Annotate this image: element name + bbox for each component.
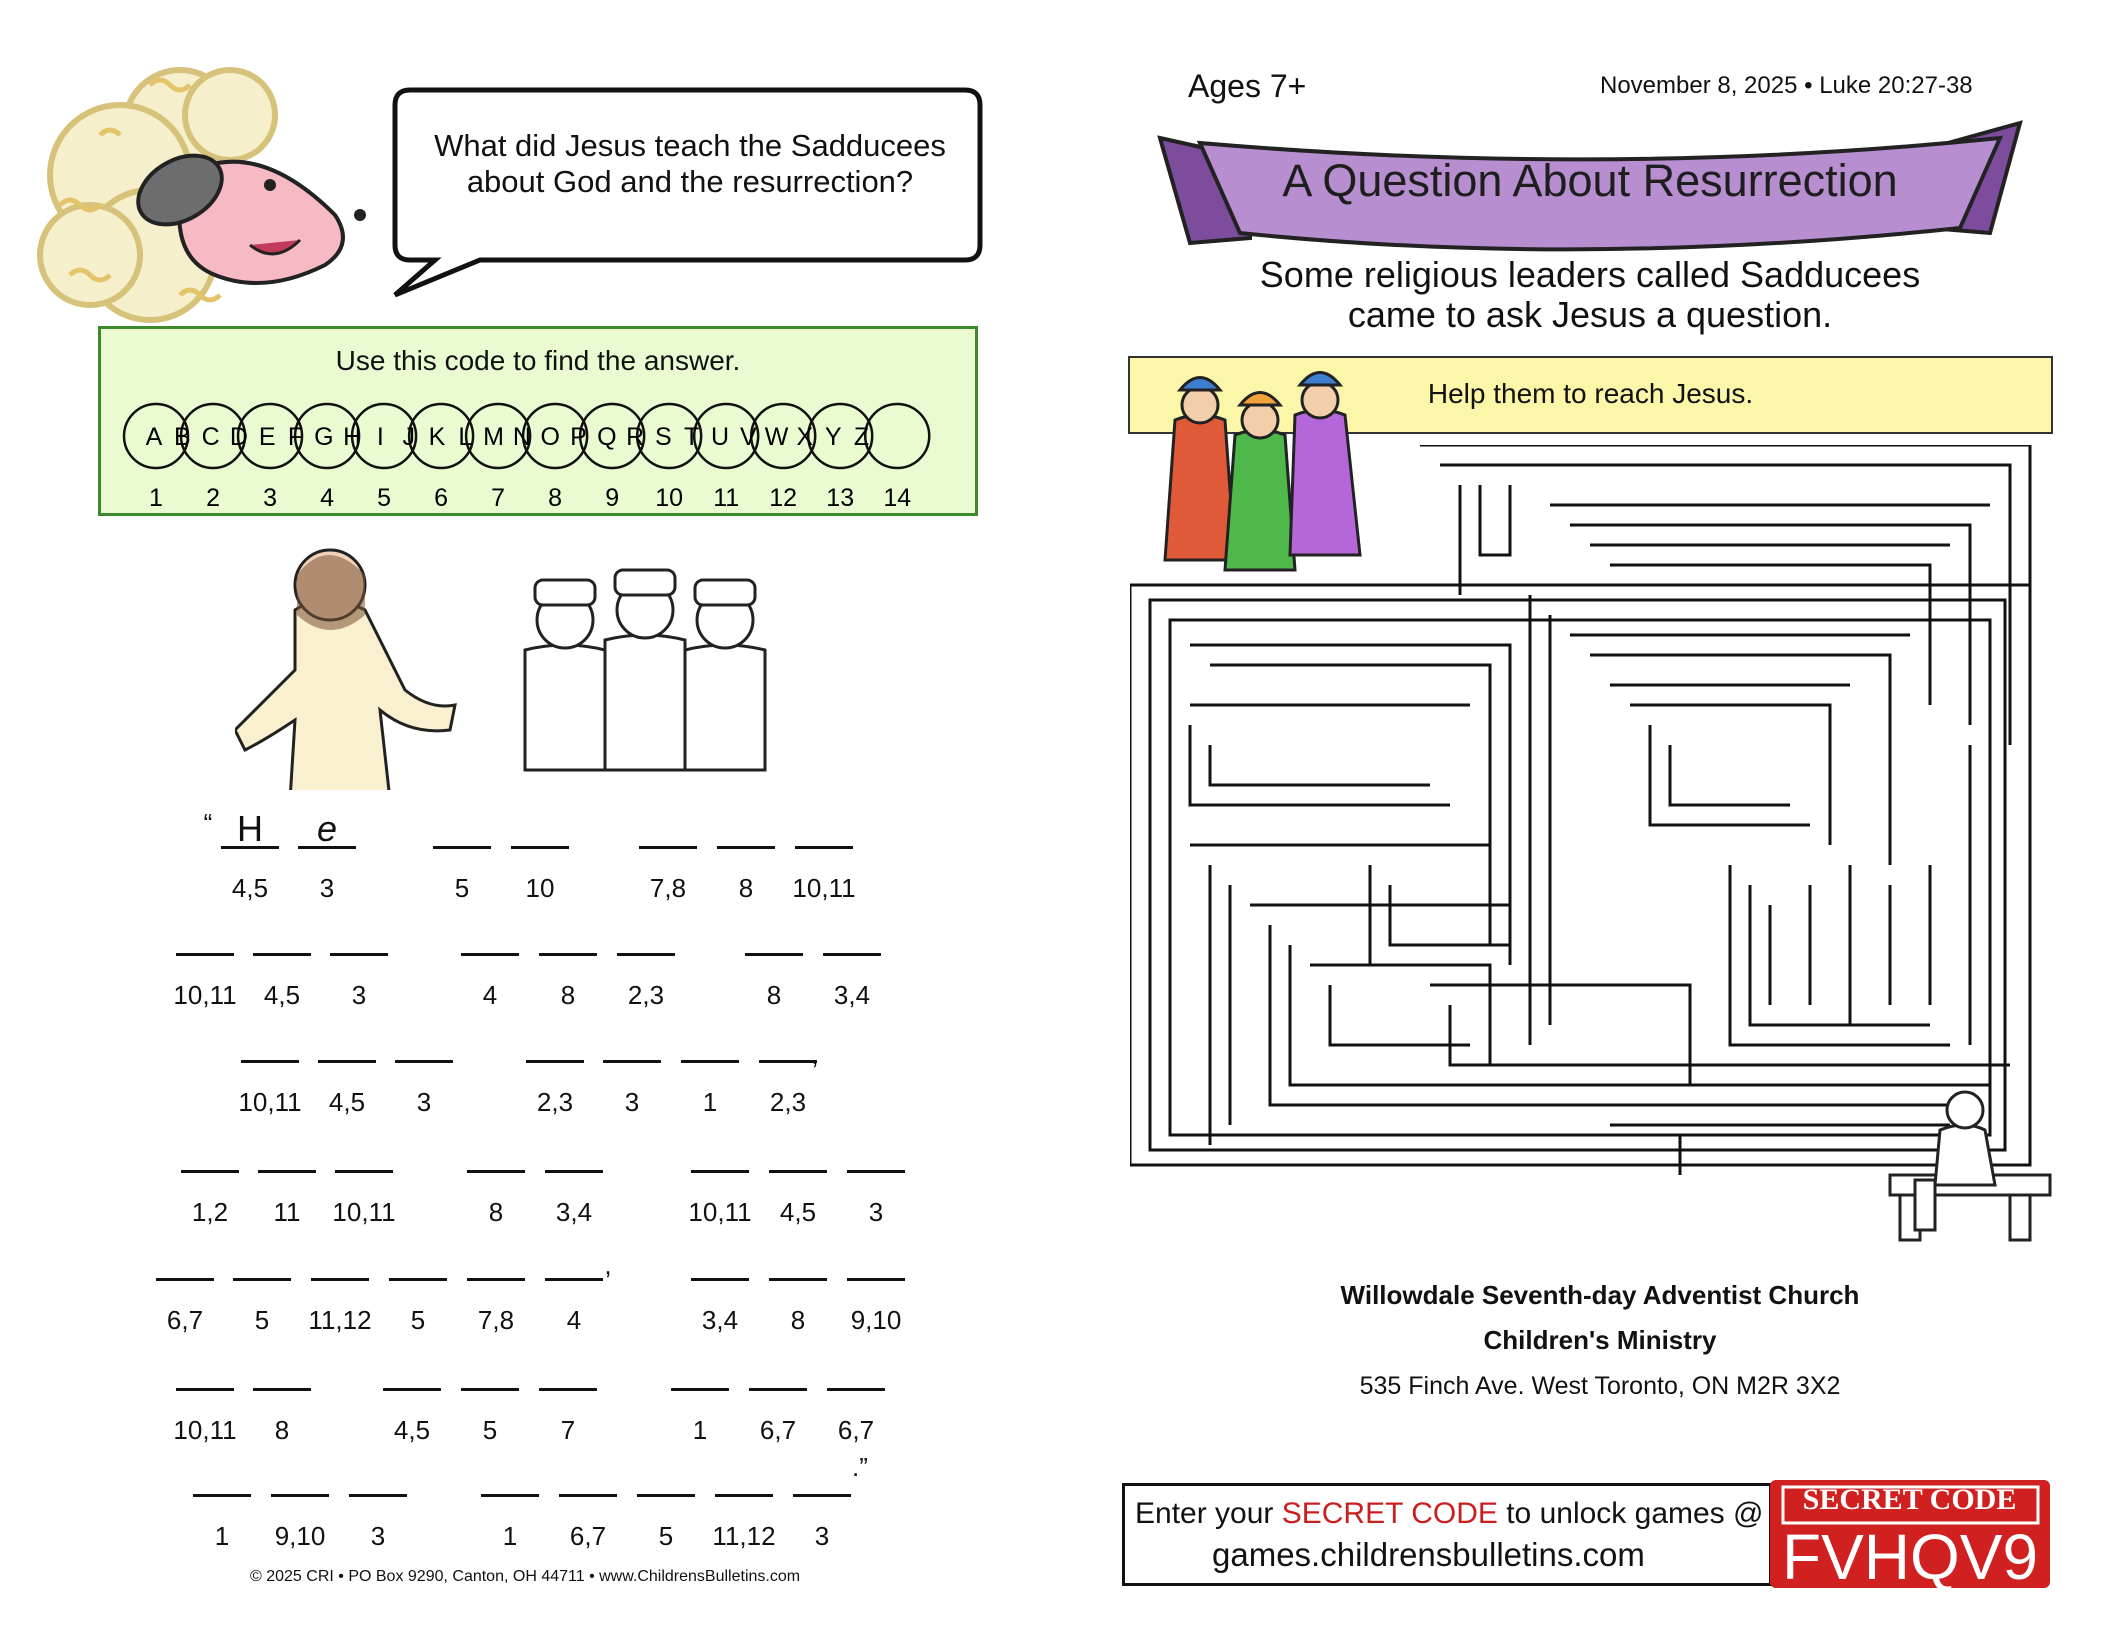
blank-code: 8 xyxy=(488,1197,504,1227)
code-number: 9 xyxy=(605,484,620,512)
code-letter: X xyxy=(796,423,814,451)
code-letter: E xyxy=(258,423,276,451)
answer-blank[interactable] xyxy=(681,1022,739,1063)
blank-code: 10,11 xyxy=(688,1197,752,1227)
page-title: A Question About Resurrection xyxy=(1282,155,1898,206)
blank-code: 11,12 xyxy=(308,1305,372,1335)
answer-blank[interactable] xyxy=(795,808,853,849)
answer-blank[interactable] xyxy=(433,808,491,849)
blank-code: 4,5 xyxy=(263,980,301,1010)
blank-code: 4,5 xyxy=(231,873,269,903)
blank-code: 8 xyxy=(274,1415,290,1445)
answer-blank[interactable] xyxy=(318,1022,376,1063)
jesus-icon xyxy=(235,550,455,790)
code-letter: H xyxy=(343,423,362,451)
answer-blank[interactable] xyxy=(637,1456,695,1497)
code-letter: P xyxy=(570,423,587,451)
answer-blank[interactable] xyxy=(395,1022,453,1063)
code-number: 10 xyxy=(655,484,684,512)
answer-blank[interactable] xyxy=(603,1022,661,1063)
blank-code: 6,7 xyxy=(837,1415,875,1445)
blank-code: 1,2 xyxy=(191,1197,229,1227)
answer-blank[interactable] xyxy=(749,1350,807,1391)
answer-blank[interactable] xyxy=(617,915,675,956)
code-number: 12 xyxy=(769,484,798,512)
answer-blank[interactable] xyxy=(461,915,519,956)
close-quote: .” xyxy=(852,1452,868,1482)
filled-letter: e xyxy=(316,808,338,849)
answer-blank[interactable] xyxy=(181,1132,239,1173)
answer-blank[interactable] xyxy=(258,1132,316,1173)
answer-blank[interactable] xyxy=(827,1350,885,1391)
blank-code: 1 xyxy=(702,1087,718,1117)
code-letter: Z xyxy=(853,423,870,451)
blank-code: 4 xyxy=(566,1305,582,1335)
blank-code: 7,8 xyxy=(477,1305,515,1335)
blank-code: 1 xyxy=(692,1415,708,1445)
answer-blank[interactable] xyxy=(271,1456,329,1497)
code-title: Use this code to find the answer. xyxy=(335,345,741,376)
ages-label: Ages 7+ xyxy=(1188,68,1307,104)
code-number: 14 xyxy=(883,484,912,512)
church-address: 535 Finch Ave. West Toronto, ON M2R 3X2 xyxy=(1359,1372,1841,1400)
answer-blank[interactable] xyxy=(823,915,881,956)
filled-letter: H xyxy=(237,808,263,849)
comma: , xyxy=(811,1040,819,1070)
blank-code: 8 xyxy=(738,873,754,903)
answer-blank[interactable] xyxy=(769,1132,827,1173)
code-letter: I xyxy=(376,423,384,451)
games-url[interactable]: games.childrensbulletins.com xyxy=(1212,1536,1645,1573)
code-number: 8 xyxy=(548,484,563,512)
blank-code: 3 xyxy=(624,1087,640,1117)
code-key xyxy=(98,380,978,515)
answer-blank[interactable] xyxy=(481,1456,539,1497)
stamp-label: SECRET CODE xyxy=(1802,1483,2017,1516)
answer-blank[interactable] xyxy=(349,1456,407,1497)
answer-blank[interactable] xyxy=(233,1240,291,1281)
subtitle xyxy=(1130,255,2050,335)
question-text: What did Jesus teach the Sadducees about God and the resurrection? xyxy=(434,128,946,199)
answer-blank[interactable] xyxy=(847,1240,905,1281)
code-letter: A xyxy=(145,423,163,451)
answer-blank[interactable] xyxy=(156,1240,214,1281)
code-letter: D xyxy=(229,423,248,451)
blank-code: 2,3 xyxy=(769,1087,807,1117)
code-letter: J xyxy=(402,423,415,451)
blank-code: 10 xyxy=(525,873,555,903)
code-letter: N xyxy=(512,423,531,451)
answer-blank[interactable] xyxy=(769,1240,827,1281)
answer-blank[interactable] xyxy=(539,915,597,956)
blank-code: 7 xyxy=(560,1415,576,1445)
answer-blank[interactable] xyxy=(335,1132,393,1173)
code-number: 1 xyxy=(149,484,163,512)
blank-code: 5 xyxy=(410,1305,426,1335)
blank-code: 3 xyxy=(416,1087,432,1117)
blank-code: 9,10 xyxy=(850,1305,902,1335)
blank-code: 5 xyxy=(658,1521,674,1551)
comma: , xyxy=(604,1250,612,1280)
answer-blank[interactable] xyxy=(671,1350,729,1391)
answer-blank[interactable] xyxy=(745,915,803,956)
code-number: 13 xyxy=(826,484,855,512)
sheep-icon xyxy=(30,55,375,325)
code-letter: Q xyxy=(597,423,617,451)
jesus-seated-icon xyxy=(1880,1080,2055,1250)
blank-code: 5 xyxy=(482,1415,498,1445)
code-letter: L xyxy=(458,423,473,451)
secret-code-label: SECRET CODE xyxy=(1281,1497,1498,1530)
code-letter: U xyxy=(710,423,730,451)
code-number: 5 xyxy=(377,484,392,512)
code-letter: T xyxy=(684,423,700,451)
blank-code: 1 xyxy=(502,1521,518,1551)
blank-code: 8 xyxy=(560,980,576,1010)
blank-code: 3 xyxy=(351,980,367,1010)
church-ministry: Children's Ministry xyxy=(1483,1325,1717,1355)
answer-blank[interactable] xyxy=(691,1132,749,1173)
blank-code: 3,4 xyxy=(701,1305,739,1335)
blank-code: 2,3 xyxy=(627,980,665,1010)
blank-code: 1 xyxy=(214,1521,230,1551)
code-letter: Y xyxy=(824,423,842,451)
blank-code: 6,7 xyxy=(759,1415,797,1445)
sadducees-walking-icon xyxy=(1155,360,1385,580)
code-letter: K xyxy=(428,423,446,451)
blank-code: 11 xyxy=(273,1197,301,1227)
blank-code: 5 xyxy=(254,1305,270,1335)
code-letter: O xyxy=(540,423,560,451)
code-letter: G xyxy=(314,423,334,451)
blank-code: 11,12 xyxy=(712,1521,776,1551)
blank-code: 3,4 xyxy=(833,980,871,1010)
answer-blank[interactable] xyxy=(559,1456,617,1497)
answer-blank[interactable] xyxy=(176,1350,234,1391)
answer-blank[interactable] xyxy=(193,1456,251,1497)
blank-code: 8 xyxy=(790,1305,806,1335)
blank-code: 4,5 xyxy=(328,1087,366,1117)
open-quote: “ xyxy=(203,808,213,838)
answer-blank[interactable] xyxy=(526,1022,584,1063)
answer-blank[interactable] xyxy=(253,1350,311,1391)
answer-blank[interactable] xyxy=(383,1350,441,1391)
copyright-footer: © 2025 CRI • PO Box 9290, Canton, OH 44711 • www.ChildrensBulletins.com xyxy=(250,1568,801,1585)
code-circle xyxy=(865,404,929,468)
answer-blank[interactable] xyxy=(467,1132,525,1173)
code-number: 4 xyxy=(320,484,335,512)
answer-blank[interactable] xyxy=(545,1240,603,1281)
code-letter: B xyxy=(173,423,191,451)
blank-code: 3 xyxy=(319,873,335,903)
blank-code: 4,5 xyxy=(779,1197,817,1227)
blank-code: 10,11 xyxy=(173,980,237,1010)
blank-code: 4,5 xyxy=(393,1415,431,1445)
code-number: 7 xyxy=(491,484,506,512)
code-letter: M xyxy=(483,423,505,451)
subtitle-line-2: came to ask Jesus a question. xyxy=(1347,294,1833,335)
answer-blank[interactable] xyxy=(330,915,388,956)
code-letter: W xyxy=(764,423,789,451)
date-reference: November 8, 2025 • Luke 20:27-38 xyxy=(1600,72,1973,99)
blank-code: 10,11 xyxy=(173,1415,237,1445)
answer-blank[interactable] xyxy=(545,1132,603,1173)
blank-code: 10,11 xyxy=(792,873,856,903)
blank-code: 10,11 xyxy=(238,1087,302,1117)
code-letter: S xyxy=(655,423,672,451)
help-text: Help them to reach Jesus. xyxy=(1427,378,1754,409)
answer-blank[interactable] xyxy=(389,1240,447,1281)
church-name: Willowdale Seventh-day Adventist Church xyxy=(1340,1280,1860,1310)
blank-code: 3 xyxy=(814,1521,830,1551)
secret-code-instruction xyxy=(1135,1497,1763,1531)
blank-code: 7,8 xyxy=(649,873,687,903)
answer-blank[interactable] xyxy=(467,1240,525,1281)
secret-pre: Enter your xyxy=(1135,1497,1282,1530)
answer-blank[interactable] xyxy=(639,808,697,849)
code-number: 6 xyxy=(434,484,449,512)
blank-code: 3,4 xyxy=(555,1197,593,1227)
subtitle-line-1: Some religious leaders called Sadducees xyxy=(1259,254,1921,295)
blank-code: 9,10 xyxy=(274,1521,326,1551)
blank-code: 3 xyxy=(370,1521,386,1551)
code-letter: C xyxy=(201,423,220,451)
answer-blank[interactable] xyxy=(461,1350,519,1391)
secret-post: to unlock games @ xyxy=(1497,1497,1764,1530)
blank-code: 3 xyxy=(868,1197,884,1227)
answer-blank[interactable] xyxy=(311,1240,369,1281)
sadducees-icon xyxy=(525,570,765,770)
secret-code-value: FVHQV9 xyxy=(1781,1521,2039,1593)
jesus-and-sadducees-icon xyxy=(235,540,795,790)
answer-blank[interactable] xyxy=(691,1240,749,1281)
blank-code: 10,11 xyxy=(332,1197,396,1227)
answer-blank[interactable] xyxy=(539,1350,597,1391)
answer-blank[interactable] xyxy=(176,915,234,956)
blank-code: 8 xyxy=(766,980,782,1010)
code-letter: F xyxy=(287,423,304,451)
answer-blank[interactable] xyxy=(717,808,775,849)
answer-blank[interactable] xyxy=(253,915,311,956)
answer-blank[interactable] xyxy=(715,1456,773,1497)
code-number: 2 xyxy=(206,484,220,512)
code-letter: R xyxy=(626,423,645,451)
code-letter: V xyxy=(739,423,757,451)
code-number: 11 xyxy=(713,484,740,512)
blank-code: 4 xyxy=(482,980,498,1010)
blank-code: 6,7 xyxy=(569,1521,607,1551)
blank-code: 5 xyxy=(454,873,470,903)
code-number: 3 xyxy=(263,484,277,512)
answer-blank[interactable] xyxy=(847,1132,905,1173)
blank-code: 6,7 xyxy=(166,1305,204,1335)
answer-blank[interactable] xyxy=(511,808,569,849)
blank-code: 2,3 xyxy=(536,1087,574,1117)
answer-blank[interactable] xyxy=(241,1022,299,1063)
